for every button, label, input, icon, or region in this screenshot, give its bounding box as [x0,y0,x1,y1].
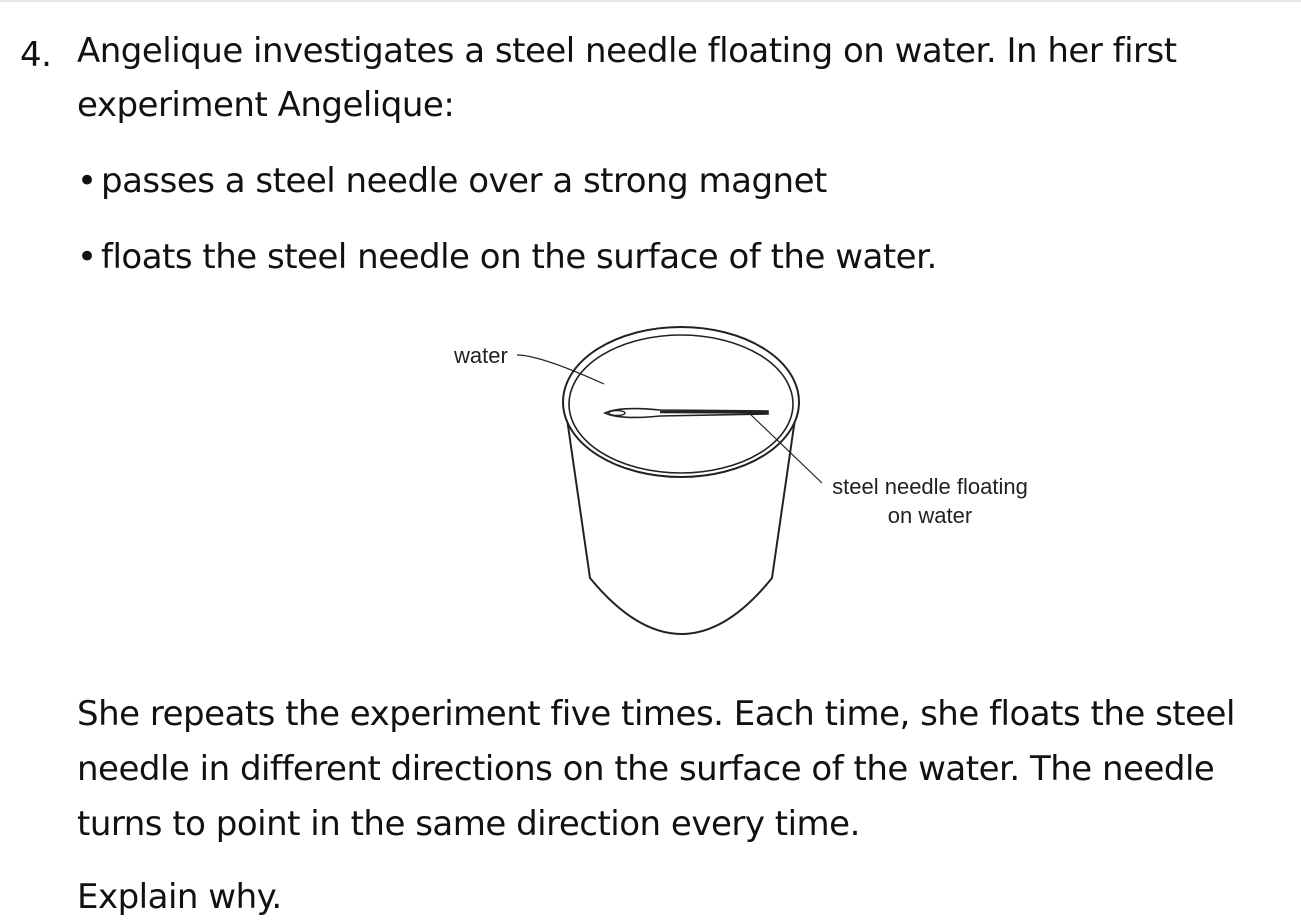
follow-up-line-1: She repeats the experiment five times. Each time, she floats the steel [77,694,1235,734]
bullet-item-float [77,230,937,284]
needle-label-line-2: on water [887,503,973,528]
bullet-text: passes a steel needle over a strong magnet [101,161,827,201]
cup-rim-outer [563,327,799,477]
bullet-item-magnet [77,154,827,208]
needle-label-line-1: steel needle floating [832,474,1028,499]
question-follow-up [77,687,1292,852]
question-number: 4. [20,35,52,75]
intro-line-1: Angelique investigates a steel needle floating on water. In her first [77,31,1177,71]
bullet-text: floats the steel needle on the surface of the water. [101,237,937,277]
bullet-dot-icon: • [77,161,97,201]
intro-line-2: experiment Angelique: [77,85,455,125]
beaker-needle-diagram [420,310,1080,670]
question-prompt: Explain why. [77,877,282,917]
question-intro [77,24,1292,132]
bullet-dot-icon: • [77,237,97,277]
page-top-border [0,0,1301,2]
follow-up-line-2: needle in different directions on the surface of the water. The needle [77,749,1215,789]
follow-up-line-3: turns to point in the same direction every time. [77,804,860,844]
water-label: water [454,343,508,368]
